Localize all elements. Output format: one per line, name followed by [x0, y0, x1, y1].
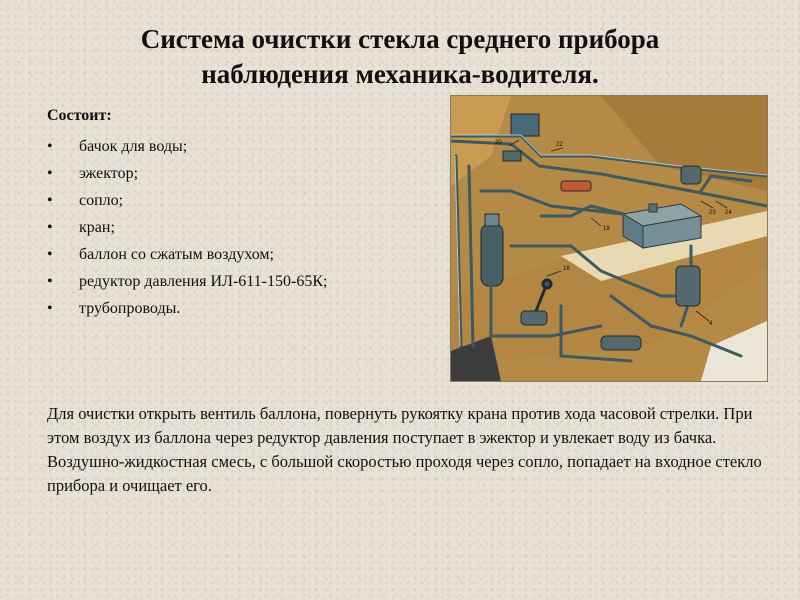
bullet: •	[47, 165, 53, 182]
callout-22: 22	[556, 142, 563, 148]
list-item-text: сопло;	[79, 192, 124, 209]
list-item-text: редуктор давления ИЛ-611-150-65К;	[79, 273, 328, 290]
list-item	[47, 160, 427, 187]
consists-label: Состоит:	[47, 107, 112, 124]
list-item	[47, 268, 427, 295]
list-item	[47, 241, 427, 268]
callout-23: 23	[709, 210, 716, 216]
system-diagram-illustration	[451, 96, 767, 381]
list-item-text: бачок для воды;	[79, 138, 188, 155]
description-paragraph: Для очистки открыть вентиль баллона, повернуть рукоятку крана против хода часовой стрелки. При этом воздух из баллона через редуктор давления поступает в эжектор и увлекает воду из бачка. Воздушно-жидкостная смесь, с большой скоростью проходя через сопло, попадает на входное стекло прибора и очищает его.	[47, 404, 762, 495]
callout-24: 24	[725, 210, 732, 216]
slide-title	[0, 22, 800, 92]
callout-18: 18	[563, 266, 570, 272]
list-item	[47, 214, 427, 241]
bracket-box	[511, 114, 539, 136]
component-list	[47, 133, 427, 322]
callout-4: 4	[709, 321, 713, 327]
list-item-text: баллон со сжатым воздухом;	[79, 246, 274, 263]
system-diagram	[450, 95, 768, 382]
list-item-text: эжектор;	[79, 165, 139, 182]
list-item	[47, 187, 427, 214]
list-item	[47, 295, 427, 322]
callout-19: 19	[603, 226, 610, 232]
bullet: •	[47, 192, 53, 209]
bullet: •	[47, 273, 53, 290]
list-item-text: трубопроводы.	[79, 300, 181, 317]
list-item	[47, 133, 427, 160]
callout-20: 20	[495, 140, 502, 146]
bullet: •	[47, 219, 53, 236]
list-item-text: кран;	[79, 219, 115, 236]
bullet: •	[47, 138, 53, 155]
title-line-1: Система очистки стекла среднего прибора	[140, 24, 660, 54]
bullet: •	[47, 300, 53, 317]
bullet: •	[47, 246, 53, 263]
title-line-2: наблюдения механика-водителя.	[201, 59, 599, 89]
